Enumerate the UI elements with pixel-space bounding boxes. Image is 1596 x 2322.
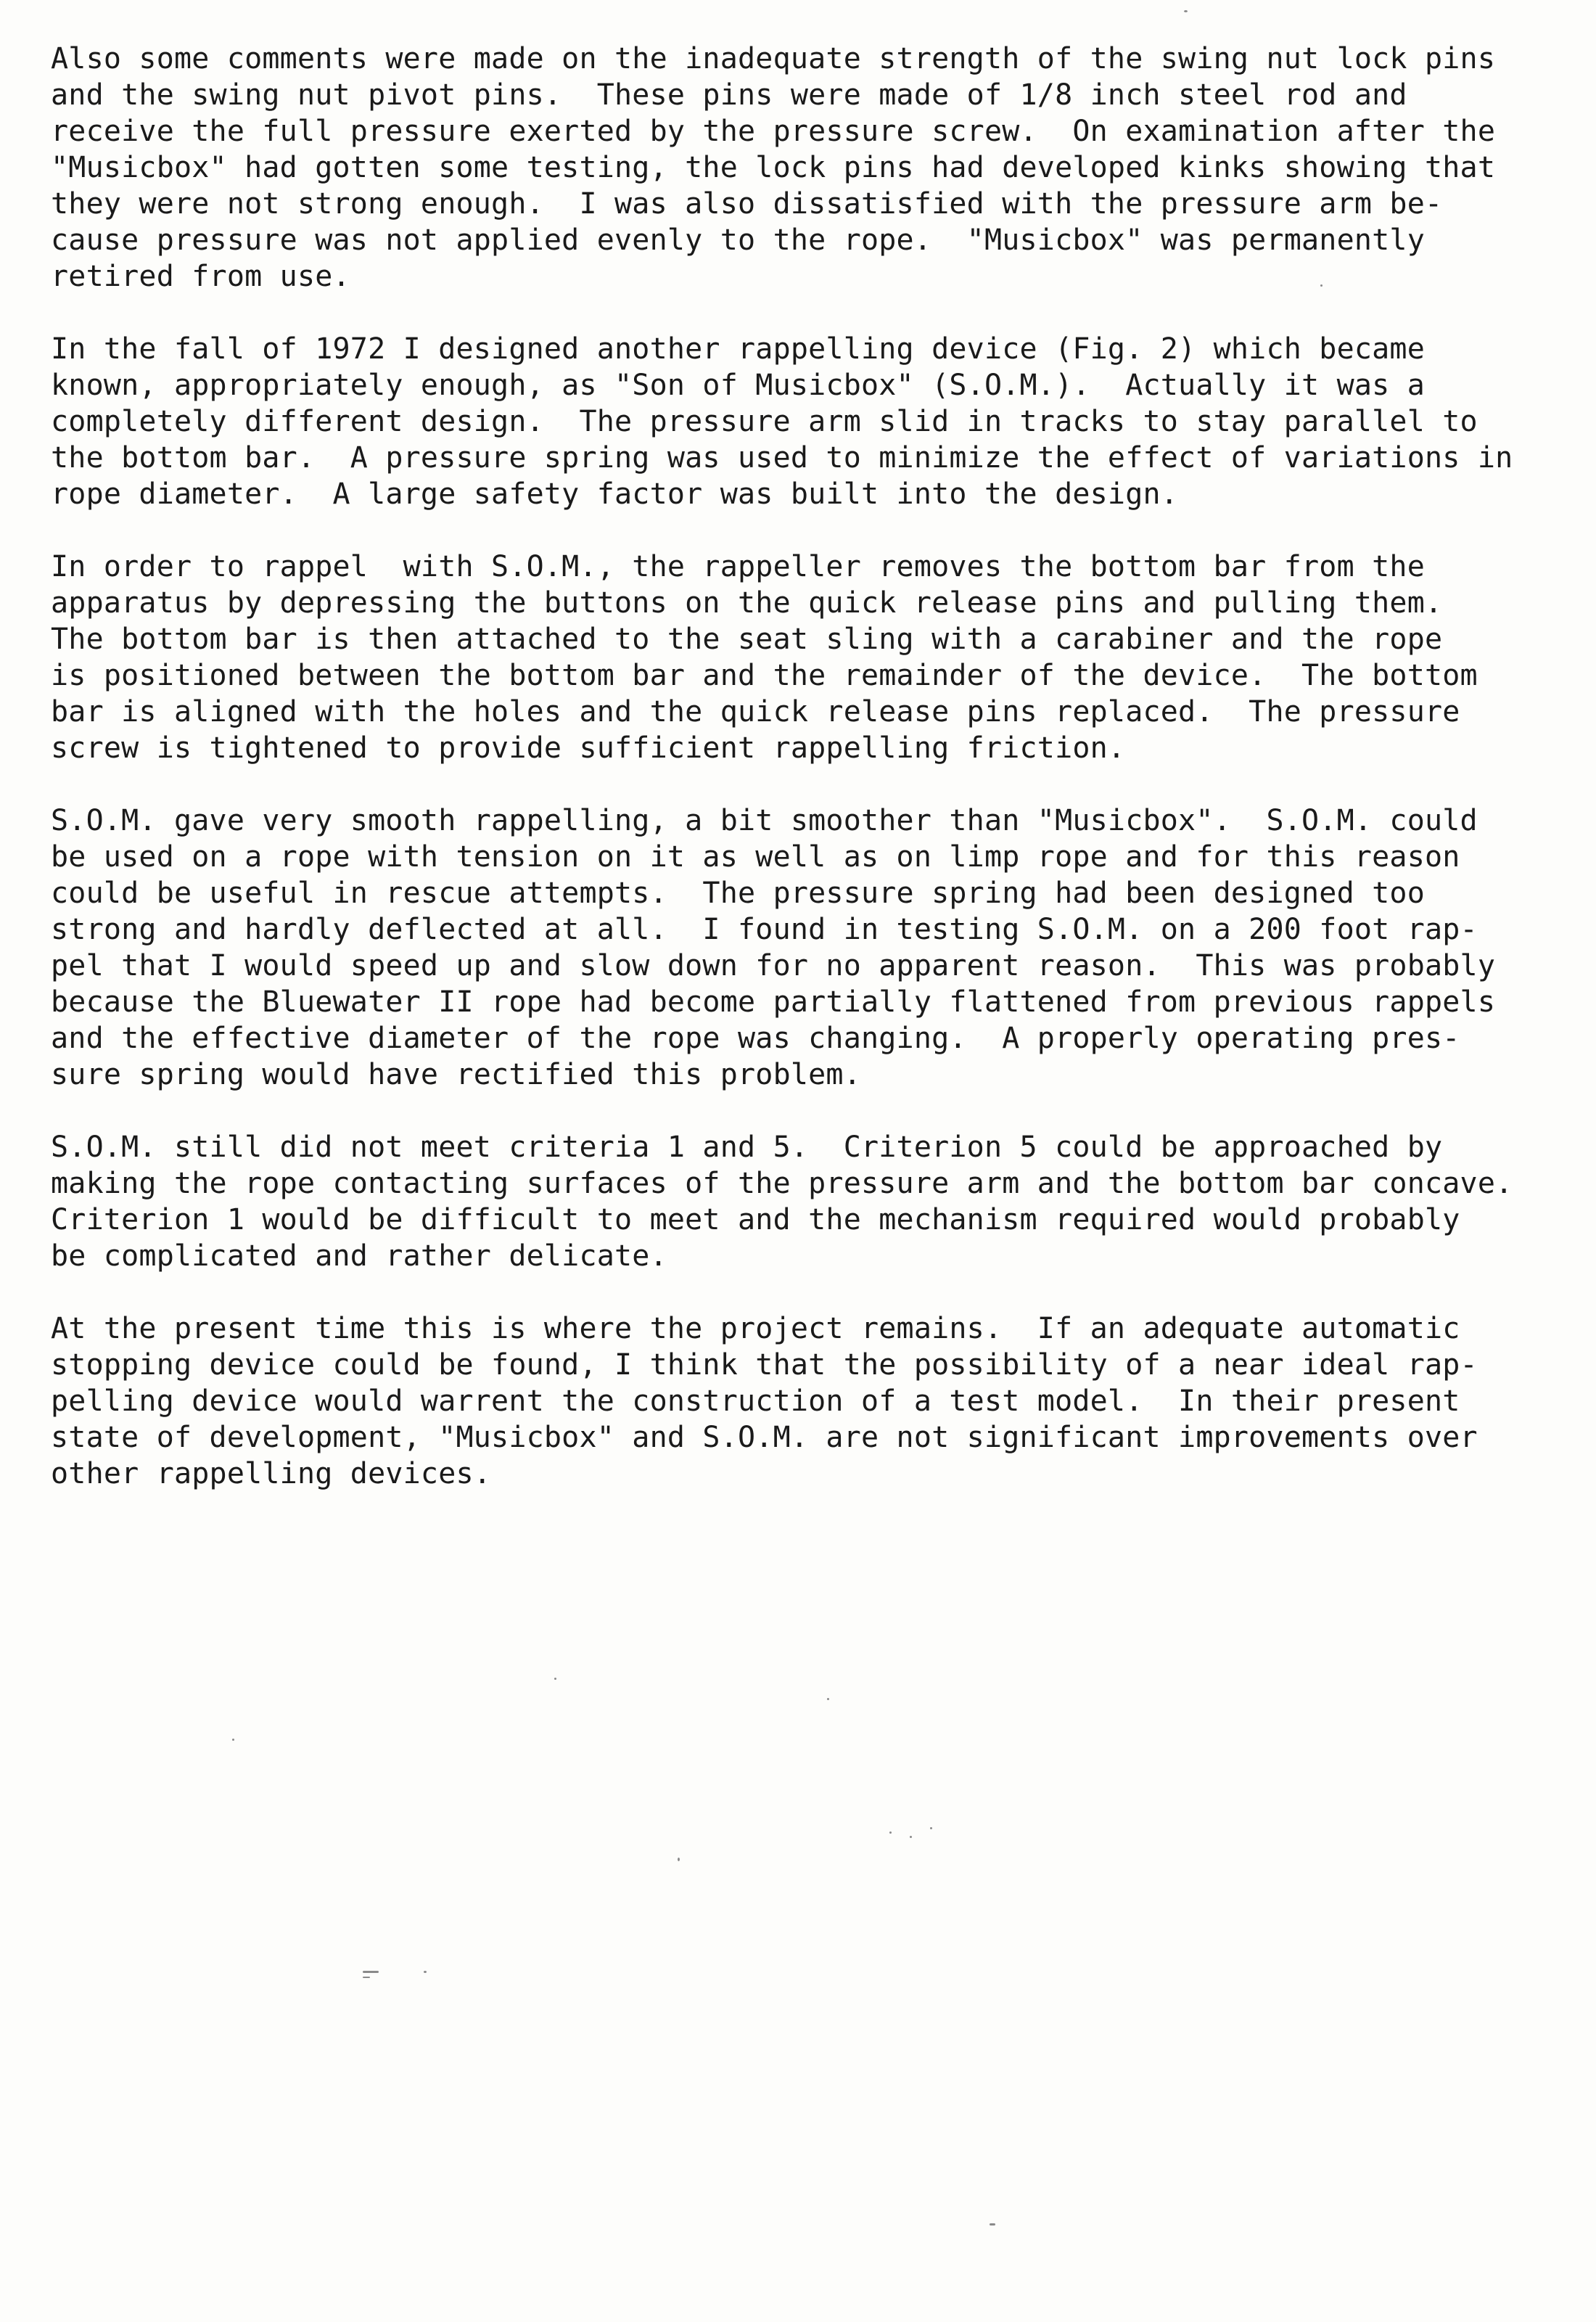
text-line: bar is aligned with the holes and the quick release pins replaced. The pressure <box>51 695 1460 729</box>
text-line: rope diameter. A large safety factor was built into the design. <box>51 477 1179 511</box>
scan-speck <box>1184 10 1188 12</box>
scan-speck <box>930 1827 932 1829</box>
text-line: is positioned between the bottom bar and the remainder of the device. The bottom <box>51 659 1478 692</box>
text-line: and the effective diameter of the rope was changing. A properly operating pres- <box>51 1022 1460 1055</box>
text-line: S.O.M. gave very smooth rappelling, a bit smoother than "Musicbox". S.O.M. could <box>51 804 1478 837</box>
text-line: the bottom bar. A pressure spring was used to minimize the effect of variations in <box>51 441 1513 475</box>
text-line: completely different design. The pressure arm slid in tracks to stay parallel to <box>51 405 1478 438</box>
paragraph <box>51 331 1560 512</box>
scan-speck <box>827 1698 829 1700</box>
scan-speck <box>424 1971 427 1973</box>
text-line: The bottom bar is then attached to the seat sling with a carabiner and the rope <box>51 623 1443 656</box>
text-line: stopping device could be found, I think that the possibility of a near ideal rap- <box>51 1348 1478 1382</box>
text-line: pelling device would warrent the construction of a test model. In their present <box>51 1384 1460 1418</box>
scan-speck <box>554 1678 556 1680</box>
text-line: In order to rappel with S.O.M., the rappeller removes the bottom bar from the <box>51 550 1425 583</box>
text-line: be used on a rope with tension on it as well as on limp rope and for this reason <box>51 840 1460 874</box>
scan-speck <box>910 1836 912 1838</box>
text-line: retired from use. <box>51 260 350 293</box>
text-line: could be useful in rescue attempts. The pressure spring had been designed too <box>51 877 1425 910</box>
paragraph <box>51 1129 1560 1274</box>
text-line: sure spring would have rectified this problem. <box>51 1058 861 1091</box>
text-line: S.O.M. still did not meet criteria 1 and 5. Criterion 5 could be approached by <box>51 1131 1443 1164</box>
text-line: Criterion 1 would be difficult to meet and the mechanism required would probably <box>51 1203 1460 1236</box>
text-line: Also some comments were made on the inadequate strength of the swing nut lock pins <box>51 42 1496 75</box>
scan-speck <box>232 1739 234 1741</box>
paragraph <box>51 41 1560 295</box>
text-line: making the rope contacting surfaces of the pressure arm and the bottom bar concave. <box>51 1167 1513 1200</box>
scan-speck <box>889 1831 892 1834</box>
text-line: receive the full pressure exerted by the pressure screw. On examination after the <box>51 115 1496 148</box>
text-line: "Musicbox" had gotten some testing, the lock pins had developed kinks showing that <box>51 151 1496 184</box>
text-line: At the present time this is where the project remains. If an adequate automatic <box>51 1312 1460 1345</box>
text-line: pel that I would speed up and slow down for no apparent reason. This was probably <box>51 949 1496 982</box>
text-line: known, appropriately enough, as "Son of Musicbox" (S.O.M.). Actually it was a <box>51 369 1425 402</box>
paragraph <box>51 1310 1560 1492</box>
paragraph <box>51 803 1560 1093</box>
text-line: because the Bluewater II rope had become partially flattened from previous rappels <box>51 985 1496 1019</box>
text-line: screw is tightened to provide sufficient rappelling friction. <box>51 731 1126 765</box>
scan-speck <box>363 1971 379 1973</box>
text-line: be complicated and rather delicate. <box>51 1239 667 1273</box>
text-line: cause pressure was not applied evenly to the rope. "Musicbox" was permanently <box>51 223 1425 257</box>
text-line: strong and hardly deflected at all. I found in testing S.O.M. on a 200 foot rap- <box>51 913 1478 946</box>
scan-speck <box>990 2223 995 2225</box>
scan-speck <box>363 1977 370 1978</box>
text-line: other rappelling devices. <box>51 1457 492 1490</box>
text-line: and the swing nut pivot pins. These pins were made of 1/8 inch steel rod and <box>51 78 1407 112</box>
text-line: apparatus by depressing the buttons on the quick release pins and pulling them. <box>51 586 1443 620</box>
document-body <box>51 41 1560 1528</box>
scan-speck <box>1320 284 1323 287</box>
paragraph <box>51 549 1560 766</box>
text-line: In the fall of 1972 I designed another rappelling device (Fig. 2) which became <box>51 332 1425 366</box>
text-line: they were not strong enough. I was also dissatisfied with the pressure arm be- <box>51 187 1443 221</box>
text-line: state of development, "Musicbox" and S.O.M. are not significant improvements over <box>51 1421 1478 1454</box>
scan-speck <box>678 1858 680 1861</box>
